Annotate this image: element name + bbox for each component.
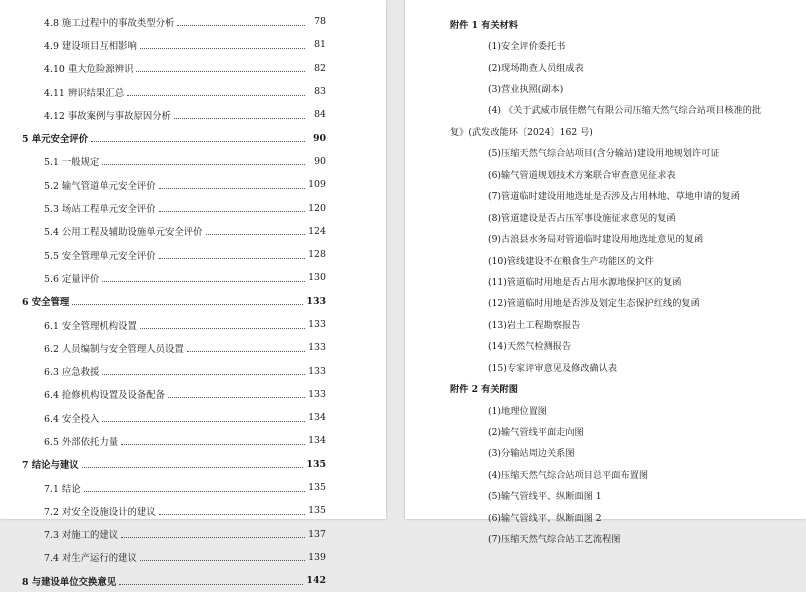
dot-leader — [159, 257, 305, 259]
attachment-item: (15)专家评审意见及修改确认表 — [488, 362, 618, 374]
attachment-heading: 附件 2 有关附图 — [450, 384, 518, 396]
attachment-item: (3)营业执照(副本) — [488, 84, 564, 96]
dot-leader — [127, 94, 305, 96]
dot-leader — [140, 559, 305, 561]
toc-row — [22, 103, 326, 126]
dot-leader — [159, 210, 305, 212]
dot-leader — [91, 140, 305, 142]
attachment-item: (2)现场勘查人员组成表 — [488, 62, 584, 74]
toc-title: 5.6 定量评价 — [44, 273, 100, 285]
attachment-item: (3)分输站周边关系图 — [488, 448, 575, 460]
toc-title: 5.3 场站工程单元安全评价 — [44, 204, 156, 216]
toc-title: 7 结论与建议 — [22, 460, 79, 472]
dot-leader — [102, 163, 305, 165]
toc-title: 5.4 公用工程及辅助设施单元安全评价 — [44, 227, 203, 239]
attachment-item: (4)压缩天然气综合站项目总平面布置图 — [488, 469, 649, 481]
toc-title: 5.5 安全管理单元安全评价 — [44, 250, 156, 262]
toc-row — [22, 499, 326, 522]
attachment-item: (5)压缩天然气综合站项目(含分输站)建设用地规划许可证 — [488, 148, 720, 160]
toc-row — [22, 546, 326, 569]
toc-row — [22, 33, 326, 56]
toc-row — [22, 57, 326, 80]
toc-page-number: 134 — [308, 435, 326, 447]
attachment-item: (6)输气管线平、纵断面图 2 — [488, 512, 602, 524]
toc-title: 5 单元安全评价 — [22, 134, 89, 146]
toc-row — [22, 383, 326, 406]
toc-title: 4.10 重大危险源辨识 — [44, 64, 134, 76]
dot-leader — [140, 327, 305, 329]
toc-title: 7.3 对施工的建议 — [44, 530, 119, 542]
table-of-contents — [22, 10, 326, 592]
toc-row — [22, 406, 326, 429]
toc-title: 7.2 对安全设施设计的建议 — [44, 506, 156, 518]
toc-row — [22, 569, 326, 592]
attachment-item: (1)地理位置图 — [488, 405, 547, 417]
dot-leader — [140, 47, 305, 49]
toc-page-number: 109 — [308, 179, 326, 191]
attachment-item: (10)管线建设不在粮食生产功能区的文件 — [488, 255, 654, 267]
toc-row — [22, 150, 326, 173]
attachment-item: (14)天然气检测报告 — [488, 341, 572, 353]
toc-page-number: 137 — [308, 528, 326, 540]
toc-page-number: 135 — [308, 505, 326, 517]
toc-page-number: 78 — [314, 16, 326, 28]
toc-title: 4.12 事故案例与事故原因分析 — [44, 110, 171, 122]
toc-page-number: 128 — [308, 249, 326, 261]
toc-title: 6.4 安全投入 — [44, 413, 100, 425]
toc-row — [22, 523, 326, 546]
right-page — [405, 0, 806, 546]
toc-row — [22, 196, 326, 219]
toc-page-number: 124 — [308, 225, 326, 237]
attachment-item: (8)管道建设是否占压军事设施征求意见的复函 — [488, 212, 676, 224]
toc-title: 4.8 施工过程中的事故类型分析 — [44, 17, 175, 29]
toc-page-number: 139 — [308, 551, 326, 563]
dot-leader — [187, 350, 305, 352]
toc-row — [22, 126, 326, 149]
toc-page-number: 133 — [306, 295, 326, 307]
dot-leader — [121, 536, 305, 538]
dot-leader — [168, 396, 305, 398]
attachment-item: (4) 《关于武威市展佳燃气有限公司压缩天然气综合站项目核准的批 — [488, 105, 762, 117]
toc-row — [22, 220, 326, 243]
toc-title: 5.1 一般规定 — [44, 157, 100, 169]
attachment-item: (7)管道临时建设用地选址是否涉及占用林地、草地申请的复函 — [488, 191, 740, 203]
toc-title: 6 安全管理 — [22, 297, 70, 309]
attachment-item: (1)安全评价委托书 — [488, 41, 566, 53]
toc-page-number: 90 — [312, 132, 326, 144]
dot-leader — [102, 280, 305, 282]
attachment-item: (6)输气管道规划技术方案联合审查意见征求表 — [488, 169, 676, 181]
toc-page-number: 135 — [306, 458, 326, 470]
dot-leader — [136, 70, 305, 72]
toc-row — [22, 476, 326, 499]
toc-page-number: 130 — [308, 272, 326, 284]
toc-row — [22, 429, 326, 452]
toc-page-number: 142 — [306, 575, 326, 587]
dot-leader — [159, 513, 305, 515]
attachment-item: (5)输气管线平、纵断面图 1 — [488, 491, 602, 503]
toc-row — [22, 313, 326, 336]
attachment-item: (12)管道临时用地是否涉及划定生态保护红线的复函 — [488, 298, 700, 310]
dot-leader — [102, 420, 305, 422]
toc-page-number: 120 — [308, 202, 326, 214]
dot-leader — [82, 466, 304, 468]
toc-row — [22, 336, 326, 359]
toc-title: 7.4 对生产运行的建议 — [44, 553, 137, 565]
attachments-list — [450, 13, 790, 549]
toc-row — [22, 243, 326, 266]
toc-row — [22, 10, 326, 33]
toc-page-number: 90 — [314, 155, 326, 167]
toc-title: 7.1 结论 — [44, 483, 81, 495]
toc-row — [22, 173, 326, 196]
attachment-heading: 附件 1 有关材料 — [450, 19, 518, 31]
toc-page-number: 83 — [314, 86, 326, 98]
dot-leader — [159, 187, 305, 189]
toc-title: 8 与建设单位交换意见 — [22, 576, 117, 588]
toc-row — [22, 453, 326, 476]
dot-leader — [102, 373, 305, 375]
toc-page-number: 133 — [308, 342, 326, 354]
attachment-item: 复》(武发改能环〔2024〕162 号) — [450, 126, 593, 138]
toc-page-number: 133 — [308, 388, 326, 400]
attachment-item: (11)管道临时用地是否占用水源地保护区的复函 — [488, 276, 682, 288]
toc-title: 4.9 建设项目互相影响 — [44, 40, 137, 52]
attachment-item: (7)压缩天然气综合站工艺流程图 — [488, 534, 621, 546]
toc-row — [22, 359, 326, 382]
left-page — [0, 0, 386, 588]
toc-row — [22, 266, 326, 289]
dot-leader — [174, 117, 305, 119]
toc-row — [22, 80, 326, 103]
toc-page-number: 133 — [308, 319, 326, 330]
toc-page-number: 135 — [308, 482, 326, 494]
attachment-item: (13)岩土工程勘察报告 — [488, 319, 581, 331]
toc-title: 5.2 输气管道单元安全评价 — [44, 180, 156, 192]
toc-page-number: 82 — [314, 62, 326, 74]
toc-page-number: 84 — [314, 109, 326, 121]
dot-leader — [177, 24, 305, 26]
toc-title: 4.11 辨识结果汇总 — [44, 87, 125, 99]
toc-title: 6.3 应急救援 — [44, 367, 100, 379]
attachment-item: (9)古浪县水务局对管道临时建设用地选址意见的复函 — [488, 234, 704, 246]
toc-title: 6.4 抢修机构设置及设备配备 — [44, 390, 166, 402]
toc-row — [22, 290, 326, 313]
dot-leader — [119, 583, 303, 585]
dot-leader — [206, 233, 305, 235]
toc-page-number: 81 — [314, 39, 326, 51]
toc-page-number: 134 — [308, 412, 326, 424]
toc-title: 6.2 人员编制与安全管理人员设置 — [44, 343, 184, 355]
toc-title: 6.5 外部依托力量 — [44, 436, 119, 448]
dot-leader — [121, 443, 305, 445]
toc-title: 6.1 安全管理机构设置 — [44, 320, 137, 332]
toc-page-number: 133 — [308, 365, 326, 377]
dot-leader — [72, 303, 303, 305]
attachment-item: (2)输气管线平面走向图 — [488, 427, 584, 439]
dot-leader — [84, 490, 305, 492]
